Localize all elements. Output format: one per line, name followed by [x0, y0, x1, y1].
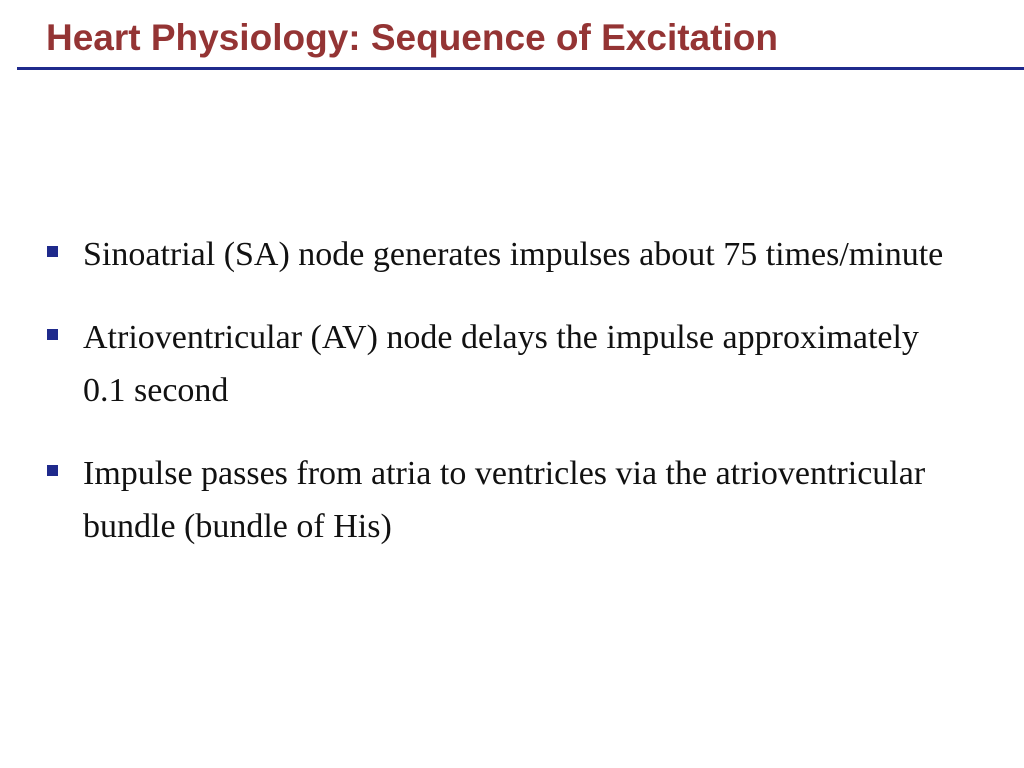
- slide-title: Heart Physiology: Sequence of Excitation: [46, 17, 778, 58]
- square-bullet-icon: [47, 329, 58, 340]
- bullet-text: Impulse passes from atria to ventricles via the atrioventricular bundle (bundle of His): [83, 455, 926, 545]
- bullet-list: [46, 228, 946, 583]
- square-bullet-icon: [47, 246, 58, 257]
- bullet-item: [46, 311, 946, 417]
- bullet-text: Atrioventricular (AV) node delays the impulse approximately 0.1 second: [83, 319, 919, 409]
- bullet-item: [46, 228, 946, 281]
- bullet-text: Sinoatrial (SA) node generates impulses about 75 times/minute: [83, 236, 944, 273]
- title-underline-divider: [17, 67, 1024, 70]
- bullet-item: [46, 447, 946, 553]
- square-bullet-icon: [47, 465, 58, 476]
